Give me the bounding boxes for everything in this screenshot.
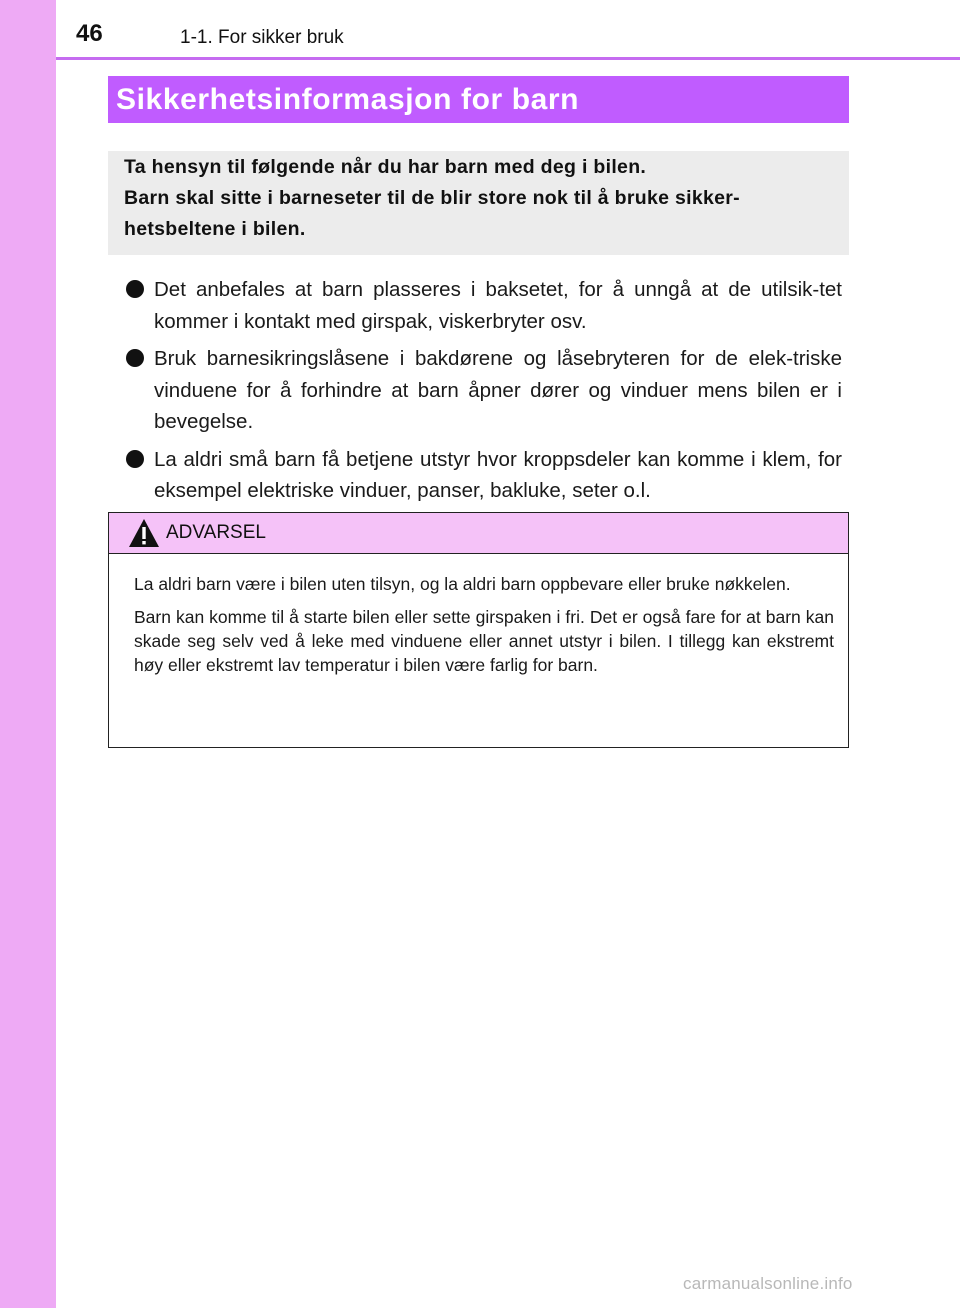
header-rule [56,57,960,60]
bullet-icon [126,349,144,367]
section-title: 1-1. For sikker bruk [180,27,344,48]
warning-box [108,512,849,748]
warning-label: ADVARSEL [166,522,266,543]
bullet-icon [126,280,144,298]
bullet-list [126,274,842,513]
warning-paragraph: Barn kan komme til å starte bilen eller sette girspaken i fri. Det er også fare for at barn kan skade seg selv ved å leke med vinduene eller annet utstyr i bilen. I tillegg kan ekstremt høy eller ekstremt lav temperatur i bilen være farlig for barn. [134,607,834,675]
intro-box [108,151,849,255]
list-item [126,274,842,337]
title-band [108,76,849,123]
bullet-text: Det anbefales at barn plasseres i baksetet, for å unngå at de utilsik-tet kommer i kontakt med girspak, viskerbryter osv. [154,278,842,333]
warning-paragraph: La aldri barn være i bilen uten tilsyn, og la aldri barn oppbevare eller bruke nøkkelen. [134,574,791,594]
page-title: Sikkerhetsinformasjon for barn [116,83,580,116]
warning-body [134,572,834,686]
list-item [126,343,842,438]
page-number: 46 [76,20,103,47]
bullet-icon [126,450,144,468]
watermark: carmanualsonline.info [683,1274,853,1293]
intro-line: Barn skal sitte i barneseter til de blir store nok til å bruke sikker- [124,187,740,209]
intro-line: Ta hensyn til følgende når du har barn med deg i bilen. [124,156,647,178]
intro-line: hetsbeltene i bilen. [124,218,306,240]
side-stripe [0,0,56,1308]
list-item [126,444,842,507]
warning-triangle-icon [128,518,160,553]
warning-header [109,513,848,554]
bullet-text: La aldri små barn få betjene utstyr hvor kroppsdeler kan komme i klem, for eksempel elektriske vinduer, panser, bakluke, seter o.l. [154,447,842,502]
bullet-text: Bruk barnesikringslåsene i bakdørene og låsebryteren for de elek-triske vinduene for å forhindre at barn åpner dører og vinduer mens bilen er i bevegelse. [154,347,842,433]
